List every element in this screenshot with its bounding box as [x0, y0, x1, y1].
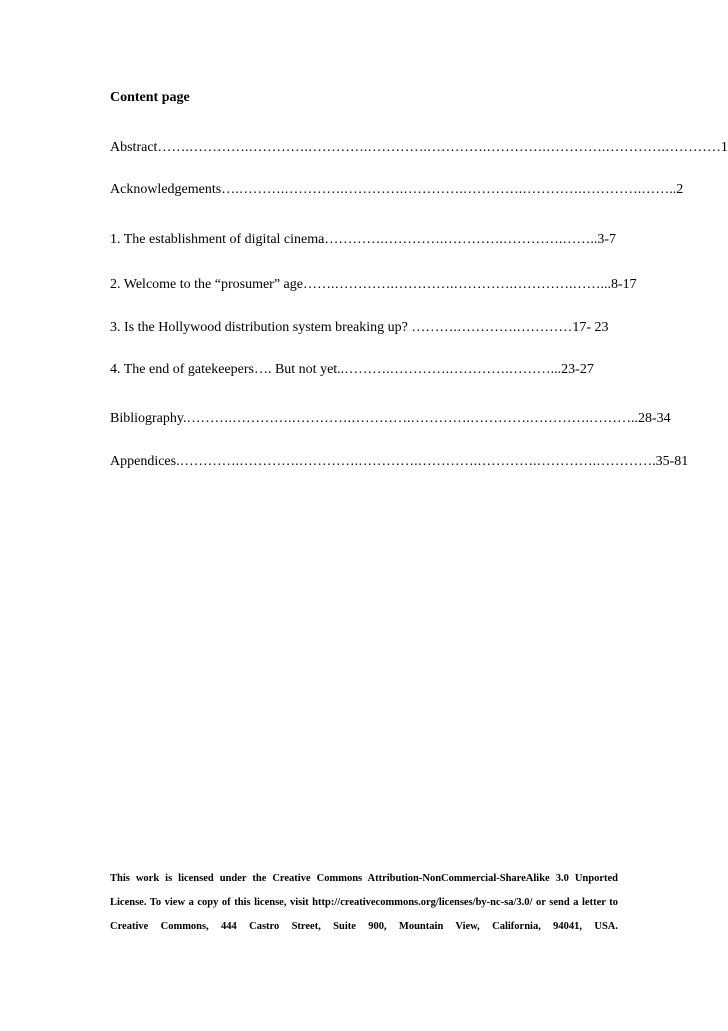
toc-entry-acknowledgements: Acknowledgements….……….………….………….………….………….………….………….……..2 — [110, 182, 684, 197]
toc-entry-abstract: Abstract…….………….………….………….………….………….………….………….………….…………1 — [110, 140, 728, 155]
toc-entry-chapter-4: 4. The end of gatekeepers…. But not yet..……….………….………….………...23-27 — [110, 362, 594, 377]
toc-entry-appendices: Appendices.………….………….………….………….………….………….………….………….35-81 — [110, 454, 689, 469]
page-title: Content page — [110, 90, 190, 105]
toc-entry-chapter-3: 3. Is the Hollywood distribution system breaking up? ……….………….…………17- 23 — [110, 320, 609, 335]
toc-entry-bibliography: Bibliography.……….………….………….………….………….………….………….………..28-34 — [110, 411, 671, 426]
toc-entry-chapter-1: 1. The establishment of digital cinema………….………….………….………….……..3-7 — [110, 232, 617, 247]
toc-entry-chapter-2: 2. Welcome to the “prosumer” age…….………….………….………….………….……...8-17 — [110, 277, 637, 292]
license-notice: This work is licensed under the Creative Commons Attribution-NonCommercial-ShareAlike 3.0 Unported License. To view a copy of this license, visit http://creativecommons.org/licenses/by-nc-sa/3.0/ or send a letter to Creative Commons, 444 Castro Street, Suite 900, Mountain View, California, 94041, USA. — [110, 873, 618, 932]
